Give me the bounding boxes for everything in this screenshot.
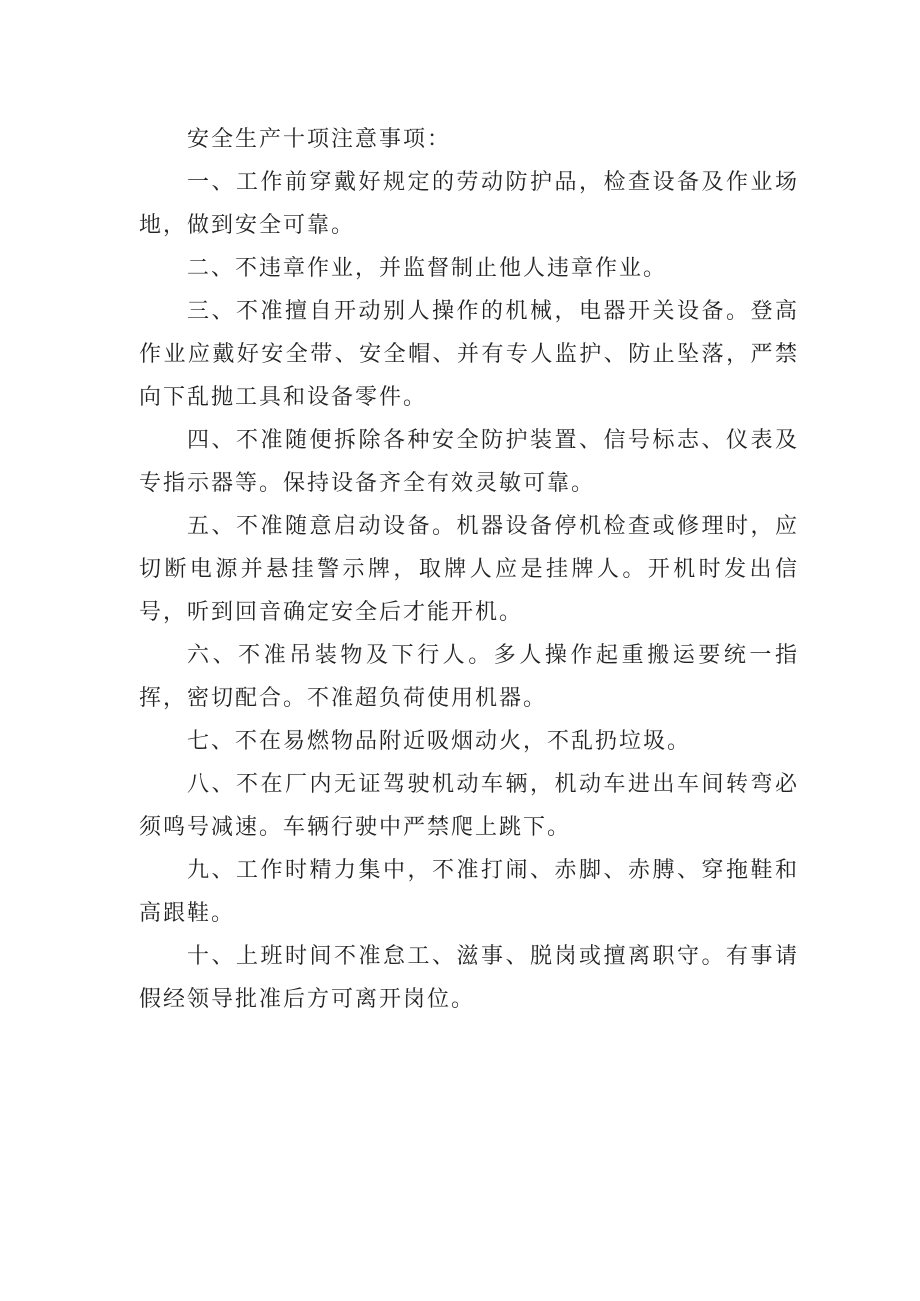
document-body: [139, 118, 799, 1021]
rule-item-8: 八、不在厂内无证驾驶机动车辆，机动车进出车间转弯必须鸣号减速。车辆行驶中严禁爬上跳下。: [139, 772, 799, 840]
rule-item-6: 六、不准吊装物及下行人。多人操作起重搬运要统一指挥，密切配合。不准超负荷使用机器。: [139, 643, 799, 711]
rule-item-3: 三、不准擅自开动别人操作的机械，电器开关设备。登高作业应戴好安全带、安全帽、并有专人监护、防止坠落，严禁向下乱抛工具和设备零件。: [139, 299, 799, 410]
rule-item-2: 二、不违章作业，并监督制止他人违章作业。: [187, 256, 668, 281]
rule-item-9: 九、工作时精力集中，不准打闹、赤脚、赤膊、穿拖鞋和高跟鞋。: [139, 858, 799, 926]
rule-item-10: 十、上班时间不准怠工、滋事、脱岗或擅离职守。有事请假经领导批准后方可离开岗位。: [139, 944, 799, 1012]
rule-item-1: 一、工作前穿戴好规定的劳动防护品，检查设备及作业场地，做到安全可靠。: [139, 170, 799, 238]
document-heading: 安全生产十项注意事项：: [187, 127, 452, 152]
rule-item-7: 七、不在易燃物品附近吸烟动火，不乱扔垃圾。: [187, 729, 692, 754]
rule-item-4: 四、不准随便拆除各种安全防护装置、信号标志、仪表及专指示器等。保持设备齐全有效灵敏可靠。: [139, 428, 799, 496]
rule-item-5: 五、不准随意启动设备。机器设备停机检查或修理时，应切断电源并悬挂警示牌，取牌人应是挂牌人。开机时发出信号，听到回音确定安全后才能开机。: [139, 514, 799, 625]
